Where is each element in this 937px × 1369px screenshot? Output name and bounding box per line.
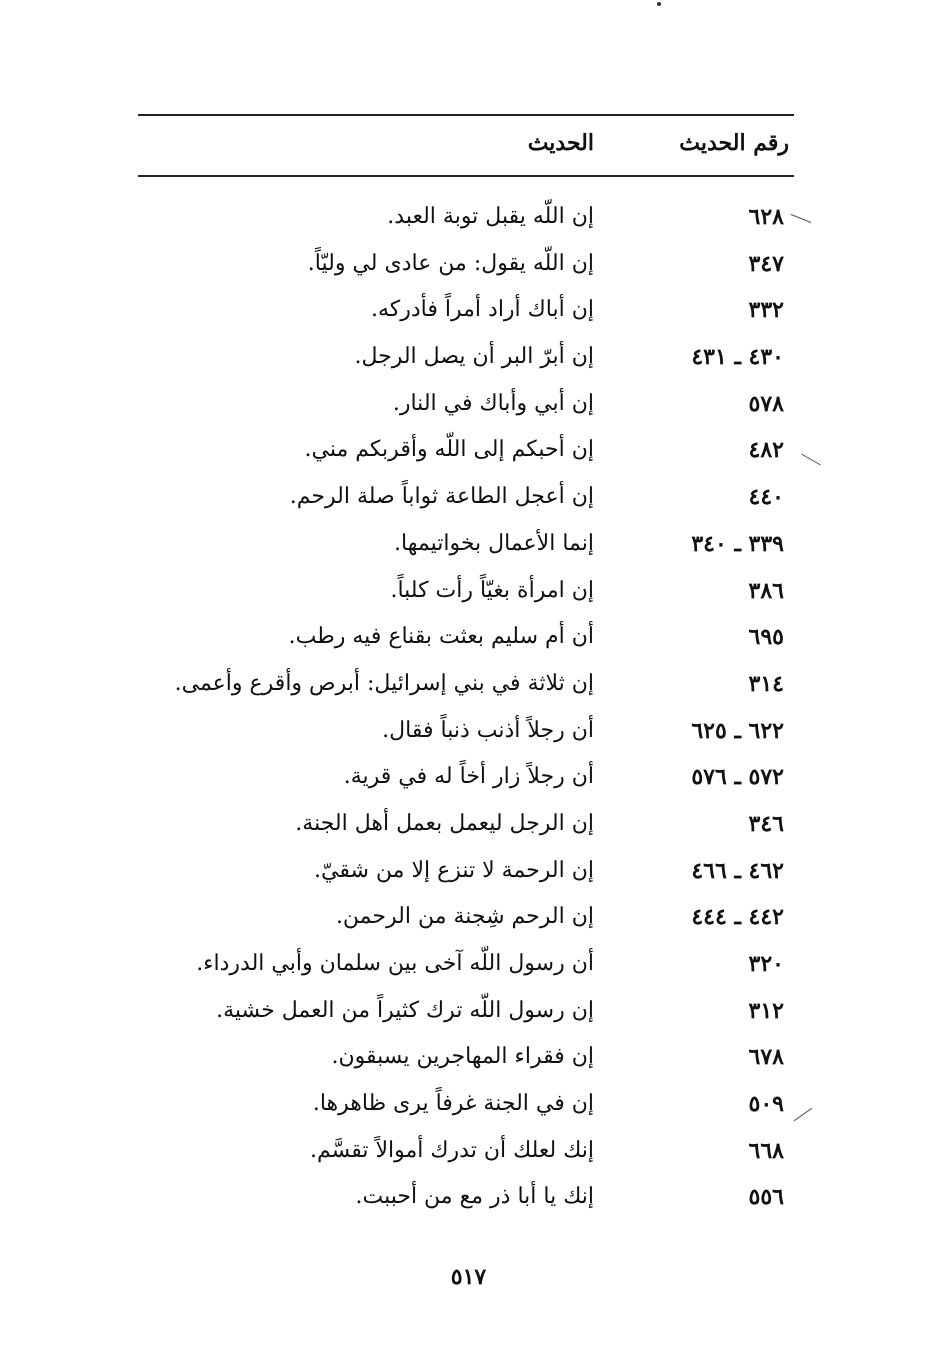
hadith-number: ٥٠٩ xyxy=(748,1091,784,1118)
hadith-number: ٤٨٢ xyxy=(748,437,784,464)
hadith-number: ٦٢٨ xyxy=(748,204,784,230)
table-row xyxy=(138,852,794,899)
hadith-number: ٥٥٦ xyxy=(748,1184,784,1211)
hadith-number: ٣٣٩ ـ ٣٤٠ xyxy=(691,530,784,557)
hadith-text: إن أعجل الطاعة ثواباً صلة الرحم. xyxy=(289,484,594,510)
hadith-text: إن أحبكم إلى اللّه وأقربكم مني. xyxy=(304,437,594,463)
table-row xyxy=(138,245,794,292)
hadith-number: ٣٢٠ xyxy=(748,951,784,977)
hadith-text: إنما الأعمال بخواتيمها. xyxy=(394,530,594,556)
hadith-index-table xyxy=(138,198,794,1225)
page-number: ٥١٧ xyxy=(450,1264,487,1290)
hadith-text: إن الرجل ليعمل بعمل أهل الجنة. xyxy=(295,810,594,836)
table-row xyxy=(138,712,794,759)
table-row xyxy=(138,572,794,619)
table-row xyxy=(138,1038,794,1085)
table-row xyxy=(138,1178,794,1225)
margin-mark xyxy=(794,1108,813,1121)
hadith-text: إن الرحم شِجنة من الرحمن. xyxy=(335,904,594,930)
table-header xyxy=(138,122,794,172)
table-row xyxy=(138,385,794,432)
table-row xyxy=(138,945,794,992)
hadith-text: إن امرأة بغيّاً رأت كلباً. xyxy=(390,577,594,603)
hadith-number: ٦٩٥ xyxy=(748,624,784,651)
top-rule xyxy=(138,114,794,116)
hadith-number: ٣٣٢ xyxy=(748,297,784,324)
table-row xyxy=(138,992,794,1039)
hadith-number: ٤٤٢ ـ ٤٤٤ xyxy=(691,904,784,931)
hadith-text: إنك يا أبا ذر مع من أحببت. xyxy=(355,1184,594,1210)
table-row xyxy=(138,478,794,525)
stray-mark xyxy=(657,2,661,6)
hadith-text: إن فقراء المهاجرين يسبقون. xyxy=(331,1044,594,1070)
table-row xyxy=(138,291,794,338)
table-row xyxy=(138,525,794,572)
header-number-label: رقم الحديث xyxy=(679,130,789,156)
table-row xyxy=(138,898,794,945)
hadith-text: إن أبي وأباك في النار. xyxy=(392,390,594,416)
hadith-number: ٤٤٠ xyxy=(748,484,784,511)
hadith-text: إن رسول اللّه ترك كثيراً من العمل خشية. xyxy=(216,997,594,1023)
hadith-text: إنك لعلك أن تدرك أموالاً تقسَّم. xyxy=(309,1137,594,1163)
table-row xyxy=(138,338,794,385)
table-row xyxy=(138,431,794,478)
table-row xyxy=(138,198,794,245)
hadith-number: ٣١٢ xyxy=(748,997,784,1024)
hadith-text: أن رجلاً زار أخاً له في قرية. xyxy=(343,764,594,790)
hadith-text: إن أبرّ البر أن يصل الرجل. xyxy=(354,344,594,370)
hadith-number: ٣٨٦ xyxy=(748,577,784,604)
table-row xyxy=(138,618,794,665)
header-rule xyxy=(138,175,794,177)
hadith-text: إن في الجنة غرفاً يرى ظاهرها. xyxy=(312,1091,594,1117)
hadith-number: ٥٧٨ xyxy=(748,390,784,417)
table-row xyxy=(138,758,794,805)
hadith-text: إن ثلاثة في بني إسرائيل: أبرص وأقرع وأعمى. xyxy=(174,670,594,696)
hadith-number: ٣٤٦ xyxy=(748,810,784,837)
hadith-number: ٣٤٧ xyxy=(748,250,784,277)
hadith-text: إن الرحمة لا تنزع إلا من شقيّ. xyxy=(314,857,594,883)
table-row xyxy=(138,1085,794,1132)
table-row xyxy=(138,805,794,852)
hadith-number: ٤٦٢ ـ ٤٦٦ xyxy=(691,857,784,884)
hadith-text: أن رجلاً أذنب ذنباً فقال. xyxy=(382,717,594,743)
hadith-text: أن رسول اللّه آخى بين سلمان وأبي الدرداء. xyxy=(196,951,594,976)
header-text-label: الحديث xyxy=(527,130,594,156)
hadith-number: ٥٧٢ ـ ٥٧٦ xyxy=(691,764,784,791)
hadith-number: ٦٧٨ xyxy=(748,1044,784,1071)
hadith-number: ٣١٤ xyxy=(748,670,784,697)
hadith-text: إن اللّه يقول: من عادى لي وليّاً. xyxy=(307,250,594,276)
hadith-text: إن اللّه يقبل توبة العبد. xyxy=(387,204,594,229)
hadith-number: ٤٣٠ ـ ٤٣١ xyxy=(691,344,784,371)
table-row xyxy=(138,665,794,712)
hadith-text: أن أم سليم بعثت بقناع فيه رطب. xyxy=(288,624,594,650)
hadith-text: إن أباك أراد أمراً فأدركه. xyxy=(370,297,594,323)
margin-mark xyxy=(801,454,821,466)
hadith-number: ٦٦٨ xyxy=(748,1137,784,1164)
hadith-number: ٦٢٢ ـ ٦٢٥ xyxy=(691,717,784,744)
table-row xyxy=(138,1132,794,1179)
